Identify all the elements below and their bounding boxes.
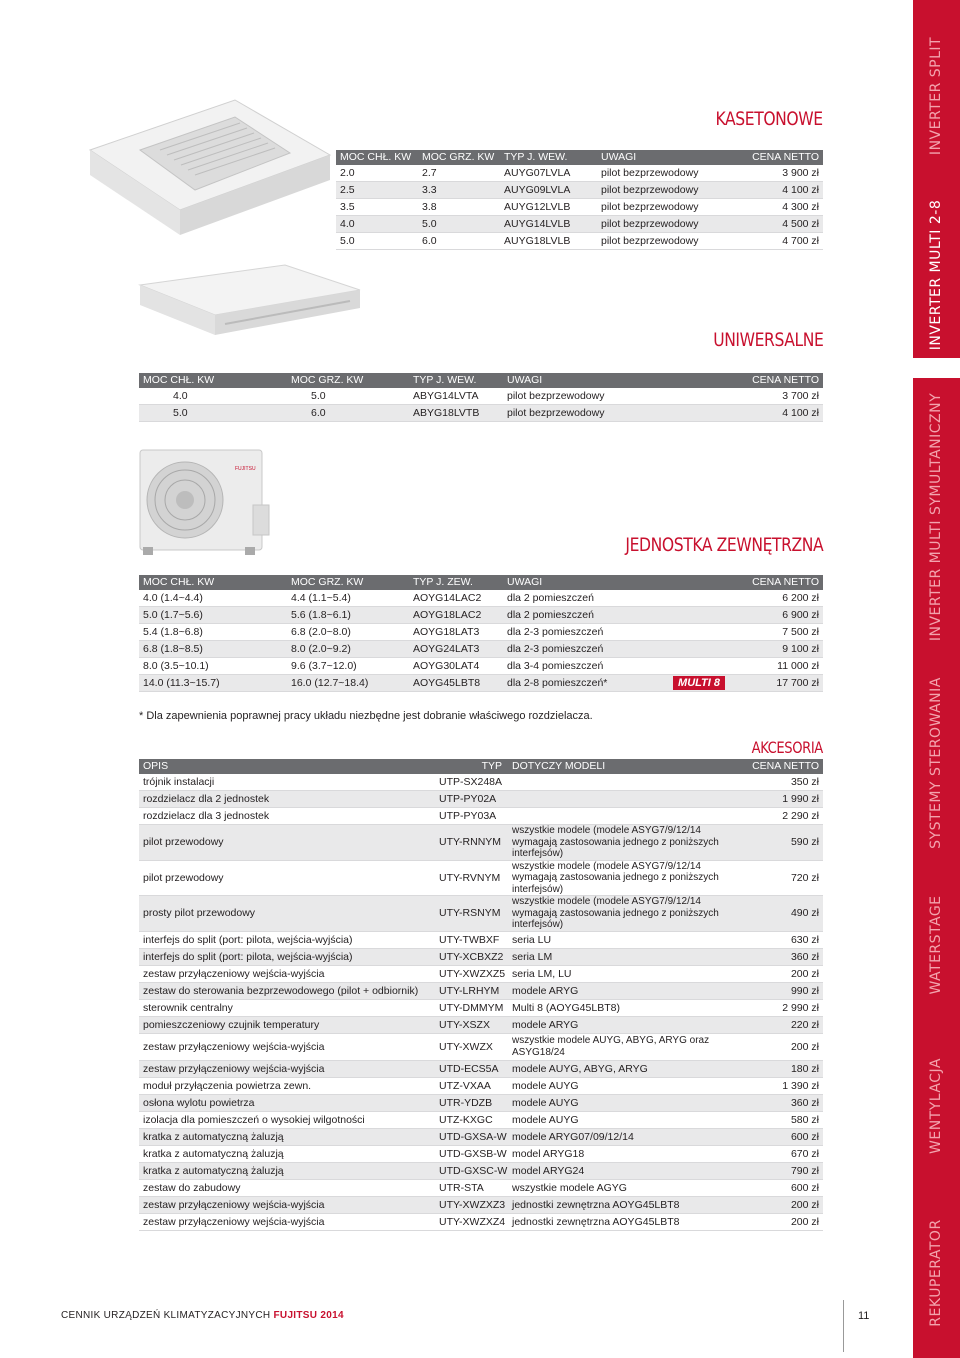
table-cell: kratka z automatyczną żaluzją: [139, 1128, 435, 1145]
table-cell: 4 300 zł: [727, 199, 823, 216]
sidebar-tab-systemy-sterowania[interactable]: SYSTEMY STEROWANIA: [928, 677, 944, 849]
table-cell: UTP-PY03A: [435, 808, 508, 825]
table-cell: [508, 791, 748, 808]
table-cell: dla 2 pomieszczeń: [503, 607, 723, 624]
table-cell: AUYG07LVLA: [500, 165, 597, 182]
footnote: * Dla zapewnienia poprawnej pracy układu niezbędne jest dobranie właściwego rozdzielacza.: [139, 710, 593, 722]
table-row: [139, 931, 823, 948]
table-row: [139, 791, 823, 808]
table-cell: 4.4 (1.1~5.4): [287, 590, 409, 607]
table-row: [139, 825, 823, 861]
table-cell: modele ARYG07/09/12/14: [508, 1128, 748, 1145]
table-cell: 670 zł: [748, 1145, 823, 1162]
table-cell: zestaw przyłączeniowy wejścia-wyjścia: [139, 1196, 435, 1213]
table-cell: AUYG18LVLB: [500, 233, 597, 250]
col-header: MOC GRZ. KW: [287, 575, 409, 590]
table-cell: 6 200 zł: [723, 590, 823, 607]
sidebar-tab-wentylacja[interactable]: WENTYLACJA: [928, 1058, 944, 1154]
table-cell: modele AUYG: [508, 1077, 748, 1094]
table-cell: 4 500 zł: [727, 216, 823, 233]
table-cell: 5.0: [418, 216, 500, 233]
table-row: [139, 1128, 823, 1145]
table-cell: AOYG30LAT4: [409, 658, 503, 675]
table-row: [139, 1213, 823, 1230]
table-cell: 350 zł: [748, 774, 823, 791]
accessories-price-table: [139, 759, 823, 1231]
table-cell: 3 700 zł: [723, 388, 823, 405]
table-row: [139, 860, 823, 896]
table-cell: kratka z automatyczną żaluzją: [139, 1162, 435, 1179]
table-cell: jednostki zewnętrzna AOYG45LBT8: [508, 1196, 748, 1213]
col-header: MOC GRZ. KW: [287, 373, 409, 388]
table-cell: 360 zł: [748, 948, 823, 965]
table-cell: pilot bezprzewodowy: [597, 165, 727, 182]
table-row: [139, 1016, 823, 1033]
table-row: [139, 1033, 823, 1060]
table-cell: dla 2 pomieszczeń: [503, 590, 723, 607]
table-cell: UTR-STA: [435, 1179, 508, 1196]
table-cell: AUYG14LVLB: [500, 216, 597, 233]
col-header: DOTYCZY MODELI: [508, 759, 748, 774]
table-header: [336, 150, 823, 165]
col-header: MOC GRZ. KW: [418, 150, 500, 165]
table-cell: 3.5: [336, 199, 418, 216]
table-cell: 1 990 zł: [748, 791, 823, 808]
table-cell: 220 zł: [748, 1016, 823, 1033]
table-cell: 4.0 (1.4~4.4): [139, 590, 287, 607]
table-cell: 630 zł: [748, 931, 823, 948]
table-cell: 790 zł: [748, 1162, 823, 1179]
table-cell: AOYG45LBT8: [409, 675, 503, 692]
table-cell: UTZ-VXAA: [435, 1077, 508, 1094]
table-row: [139, 388, 823, 405]
table-cell: izolacja dla pomieszczeń o wysokiej wilgotności: [139, 1111, 435, 1128]
col-header: TYP J. WEW.: [500, 150, 597, 165]
table-cell: pilot bezprzewodowy: [503, 388, 723, 405]
table-cell: 590 zł: [748, 825, 823, 861]
col-header: TYP J. ZEW.: [409, 575, 503, 590]
table-cell: 6.0: [287, 405, 409, 422]
table-cell: 3.8: [418, 199, 500, 216]
table-cell: 5.0 (1.7~5.6): [139, 607, 287, 624]
table-row: [139, 1196, 823, 1213]
table-cell: wszystkie modele (modele ASYG7/9/12/14 wymagają zastosowania jednego z poniższych interfejsów): [508, 860, 748, 896]
table-cell: 6.0: [418, 233, 500, 250]
sidebar-tab-rekuperator[interactable]: REKUPERATOR: [928, 1219, 944, 1327]
multi-8-badge: MULTI 8: [673, 676, 725, 690]
table-cell: UTY-RSNYM: [435, 896, 508, 932]
table-cell: modele AUYG, ABYG, ARYG: [508, 1060, 748, 1077]
table-row: [336, 165, 823, 182]
col-header: UWAGI: [503, 575, 723, 590]
outdoor-unit-image: [135, 445, 275, 557]
table-cell: Multi 8 (AOYG45LBT8): [508, 999, 748, 1016]
cassette-unit-image: [85, 95, 335, 245]
col-header: UWAGI: [503, 373, 723, 388]
table-cell: AUYG12LVLB: [500, 199, 597, 216]
table-cell: zestaw przyłączeniowy wejścia-wyjścia: [139, 1060, 435, 1077]
table-cell: UTD-ECS5A: [435, 1060, 508, 1077]
table-cell: UTY-LRHYM: [435, 982, 508, 999]
table-row: [139, 590, 823, 607]
table-cell: AOYG14LAC2: [409, 590, 503, 607]
table-cell: 2 290 zł: [748, 808, 823, 825]
table-cell: sterownik centralny: [139, 999, 435, 1016]
col-header: MOC CHŁ. KW: [336, 150, 418, 165]
table-cell: zestaw przyłączeniowy wejścia-wyjścia: [139, 965, 435, 982]
table-row: [139, 675, 823, 692]
table-cell: modele ARYG: [508, 982, 748, 999]
table-row: [139, 1179, 823, 1196]
table-cell: UTY-DMMYM: [435, 999, 508, 1016]
table-cell: 6 900 zł: [723, 607, 823, 624]
table-cell: AOYG18LAT3: [409, 624, 503, 641]
table-cell: UTD-GXSB-W: [435, 1145, 508, 1162]
table-cell: moduł przyłączenia powietrza zewn.: [139, 1077, 435, 1094]
table-cell: UTD-GXSC-W: [435, 1162, 508, 1179]
table-cell: UTY-XWZXZ3: [435, 1196, 508, 1213]
fujitsu-logo: FUJITSU: [235, 466, 256, 472]
table-cell: osłona wylotu powietrza: [139, 1094, 435, 1111]
table-cell: 580 zł: [748, 1111, 823, 1128]
footer-brand: FUJITSU 2014: [273, 1310, 344, 1321]
table-cell: 9.6 (3.7~12.0): [287, 658, 409, 675]
table-cell: 2.5: [336, 182, 418, 199]
footer-divider: [843, 1300, 844, 1352]
table-cell: dla 2-3 pomieszczeń: [503, 641, 723, 658]
table-cell: 2.7: [418, 165, 500, 182]
table-cell: UTY-XWZX: [435, 1033, 508, 1060]
table-cell: seria LM, LU: [508, 965, 748, 982]
table-cell: UTY-XCBXZ2: [435, 948, 508, 965]
table-cell: 600 zł: [748, 1179, 823, 1196]
table-cell: 490 zł: [748, 896, 823, 932]
table-cell: interfejs do split (port: pilota, wejścia-wyjścia): [139, 948, 435, 965]
table-cell: 1 390 zł: [748, 1077, 823, 1094]
table-cell: 600 zł: [748, 1128, 823, 1145]
table-cell: UTZ-KXGC: [435, 1111, 508, 1128]
table-row: [336, 182, 823, 199]
col-header: TYP J. WEW.: [409, 373, 503, 388]
table-cell: 4.0: [139, 388, 287, 405]
table-cell: seria LM: [508, 948, 748, 965]
table-row: [139, 1077, 823, 1094]
table-cell: dla 2-3 pomieszczeń: [503, 624, 723, 641]
table-cell: pilot bezprzewodowy: [503, 405, 723, 422]
table-cell: 360 zł: [748, 1094, 823, 1111]
table-cell: rozdzielacz dla 3 jednostek: [139, 808, 435, 825]
sidebar-tab-waterstage[interactable]: WATERSTAGE: [928, 895, 944, 995]
table-cell: modele AUYG: [508, 1111, 748, 1128]
table-cell: zestaw do zabudowy: [139, 1179, 435, 1196]
table-cell: model ARYG18: [508, 1145, 748, 1162]
sidebar-nav: [913, 0, 960, 1358]
table-cell: wszystkie modele (modele ASYG7/9/12/14 wymagają zastosowania jednego z poniższych interfejsów): [508, 825, 748, 861]
table-cell: UTR-YDZB: [435, 1094, 508, 1111]
table-cell: 16.0 (12.7~18.4): [287, 675, 409, 692]
table-cell: UTY-RVNYM: [435, 860, 508, 896]
col-header: UWAGI: [597, 150, 727, 165]
table-cell: 3.3: [418, 182, 500, 199]
table-cell: pilot przewodowy: [139, 860, 435, 896]
page-number: 11: [858, 1310, 870, 1322]
table-cell: zestaw do sterowania bezprzewodowego (pilot + odbiornik): [139, 982, 435, 999]
footer-text: CENNIK URZĄDZEŃ KLIMATYZACYJNYCH: [61, 1310, 274, 1321]
col-header: MOC CHŁ. KW: [139, 575, 287, 590]
table-cell: pilot bezprzewodowy: [597, 199, 727, 216]
table-cell: UTP-PY02A: [435, 791, 508, 808]
table-row: [139, 808, 823, 825]
table-cell: UTY-RNNYM: [435, 825, 508, 861]
col-header: CENA NETTO: [748, 759, 823, 774]
sidebar-divider: [913, 358, 960, 378]
table-row: [139, 1111, 823, 1128]
table-cell: UTD-GXSA-W: [435, 1128, 508, 1145]
table-cell: 5.6 (1.8~6.1): [287, 607, 409, 624]
table-cell: 6.8 (1.8~8.5): [139, 641, 287, 658]
table-row: [139, 1060, 823, 1077]
table-cell: 200 zł: [748, 1033, 823, 1060]
table-cell: trójnik instalacji: [139, 774, 435, 791]
table-row: [336, 233, 823, 250]
table-cell: modele ARYG: [508, 1016, 748, 1033]
table-row: [139, 607, 823, 624]
section-title-outdoor: JEDNOSTKA ZEWNĘTRZNA: [625, 534, 823, 556]
table-cell: pilot przewodowy: [139, 825, 435, 861]
table-row: [139, 999, 823, 1016]
table-cell: 200 zł: [748, 965, 823, 982]
table-cell: AOYG24LAT3: [409, 641, 503, 658]
table-cell: jednostki zewnętrzna AOYG45LBT8: [508, 1213, 748, 1230]
sidebar-tab-inverter-multi[interactable]: INVERTER MULTI 2-8: [928, 199, 944, 351]
table-row: [139, 896, 823, 932]
table-row: [139, 948, 823, 965]
table-row: [336, 199, 823, 216]
sidebar-tab-inverter-split[interactable]: INVERTER SPLIT: [928, 36, 944, 156]
table-cell: 5.0: [336, 233, 418, 250]
table-cell: AUYG09LVLA: [500, 182, 597, 199]
table-cell: 8.0 (3.5~10.1): [139, 658, 287, 675]
table-cell: AOYG18LAC2: [409, 607, 503, 624]
table-header: [139, 759, 823, 774]
table-cell: ABYG18LVTB: [409, 405, 503, 422]
table-cell: UTY-XWZXZ5: [435, 965, 508, 982]
table-cell: 200 zł: [748, 1213, 823, 1230]
col-header: CENA NETTO: [727, 150, 823, 165]
table-cell: 4.0: [336, 216, 418, 233]
table-cell: rozdzielacz dla 2 jednostek: [139, 791, 435, 808]
table-cell: 2.0: [336, 165, 418, 182]
table-cell: 14.0 (11.3~15.7): [139, 675, 287, 692]
table-cell: modele AUYG: [508, 1094, 748, 1111]
table-cell: 5.0: [287, 388, 409, 405]
table-cell: 5.4 (1.8~6.8): [139, 624, 287, 641]
table-cell: 2 990 zł: [748, 999, 823, 1016]
table-row: [139, 774, 823, 791]
table-row: [139, 405, 823, 422]
table-cell: dla 3-4 pomieszczeń: [503, 658, 723, 675]
table-cell: wszystkie modele AGYG: [508, 1179, 748, 1196]
table-cell: 11 000 zł: [723, 658, 823, 675]
universal-unit-image: [135, 260, 365, 340]
table-cell: 6.8 (2.0~8.0): [287, 624, 409, 641]
table-cell: 3 900 zł: [727, 165, 823, 182]
table-cell: ABYG14LVTA: [409, 388, 503, 405]
table-cell: pilot bezprzewodowy: [597, 233, 727, 250]
table-row: [139, 641, 823, 658]
table-row: [336, 216, 823, 233]
table-cell: [508, 808, 748, 825]
section-title-universal: UNIWERSALNE: [712, 329, 823, 351]
table-cell: 4 100 zł: [723, 405, 823, 422]
table-cell: 8.0 (2.0~9.2): [287, 641, 409, 658]
table-row: [139, 1145, 823, 1162]
table-header: [139, 575, 823, 590]
table-cell: wszystkie modele AUYG, ABYG, ARYG oraz ASYG18/24: [508, 1033, 748, 1060]
table-cell: [508, 774, 748, 791]
table-row: [139, 658, 823, 675]
table-cell: zestaw przyłączeniowy wejścia-wyjścia: [139, 1213, 435, 1230]
table-cell: 4 100 zł: [727, 182, 823, 199]
cassette-price-table: [336, 150, 823, 250]
table-cell: UTY-TWBXF: [435, 931, 508, 948]
outdoor-price-table: [139, 575, 823, 692]
table-cell: 720 zł: [748, 860, 823, 896]
table-cell: kratka z automatyczną żaluzją: [139, 1145, 435, 1162]
table-cell: UTP-SX248A: [435, 774, 508, 791]
section-title-accessories: AKCESORIA: [751, 738, 823, 757]
table-cell: 5.0: [139, 405, 287, 422]
table-cell-text: dla 2-8 pomieszczeń*: [507, 677, 608, 689]
table-cell: model ARYG24: [508, 1162, 748, 1179]
col-header: TYP: [435, 759, 508, 774]
table-cell: 990 zł: [748, 982, 823, 999]
table-row: [139, 624, 823, 641]
col-header: OPIS: [139, 759, 435, 774]
table-cell: zestaw przyłączeniowy wejścia-wyjścia: [139, 1033, 435, 1060]
table-header: [139, 373, 823, 388]
table-cell: wszystkie modele (modele ASYG7/9/12/14 wymagają zastosowania jednego z poniższych interfejsów): [508, 896, 748, 932]
table-cell: 9 100 zł: [723, 641, 823, 658]
table-cell: [503, 675, 723, 692]
table-cell: UTY-XWZXZ4: [435, 1213, 508, 1230]
col-header: CENA NETTO: [723, 373, 823, 388]
table-cell: pilot bezprzewodowy: [597, 216, 727, 233]
table-cell: pilot bezprzewodowy: [597, 182, 727, 199]
table-row: [139, 982, 823, 999]
table-cell: 200 zł: [748, 1196, 823, 1213]
col-header: MOC CHŁ. KW: [139, 373, 287, 388]
footer-title: [61, 1310, 344, 1321]
table-cell: prosty pilot przewodowy: [139, 896, 435, 932]
sidebar-tab-multi-symultaniczny[interactable]: INVERTER MULTI SYMULTANICZNY: [928, 392, 944, 642]
table-cell: 7 500 zł: [723, 624, 823, 641]
table-cell: interfejs do split (port: pilota, wejścia-wyjścia): [139, 931, 435, 948]
table-cell: 180 zł: [748, 1060, 823, 1077]
table-row: [139, 1162, 823, 1179]
table-cell: UTY-XSZX: [435, 1016, 508, 1033]
col-header: CENA NETTO: [723, 575, 823, 590]
table-row: [139, 965, 823, 982]
table-cell: pomieszczeniowy czujnik temperatury: [139, 1016, 435, 1033]
table-cell: 17 700 zł: [723, 675, 823, 692]
table-row: [139, 1094, 823, 1111]
table-cell: seria LU: [508, 931, 748, 948]
section-title-cassette: KASETONOWE: [715, 108, 823, 130]
table-cell: 4 700 zł: [727, 233, 823, 250]
universal-price-table: [139, 373, 823, 422]
